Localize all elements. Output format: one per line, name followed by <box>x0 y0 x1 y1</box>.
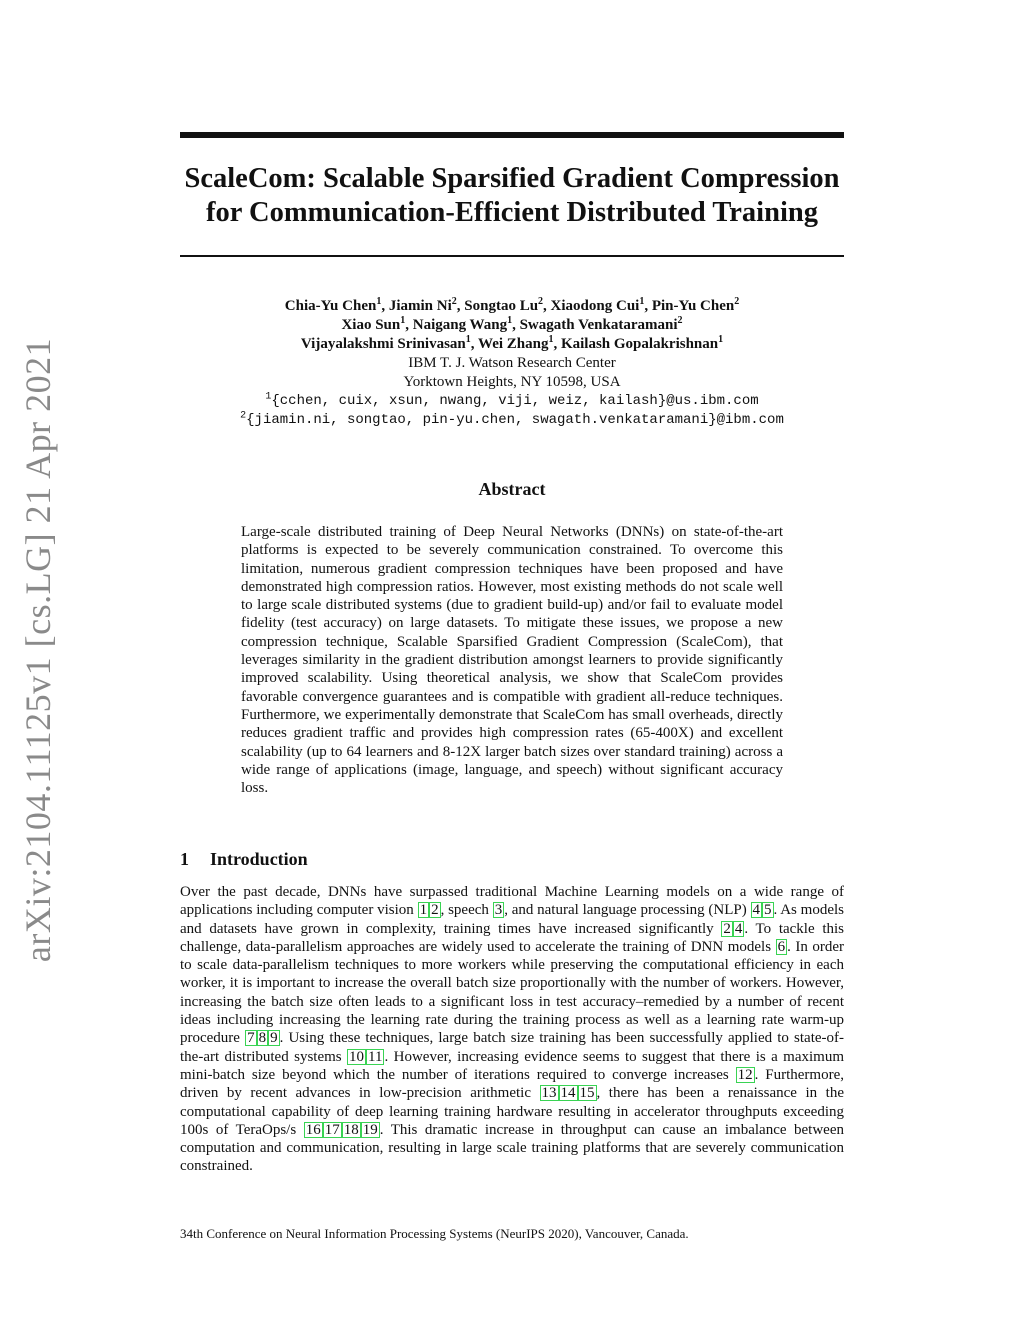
citation-link[interactable]: 17 <box>324 1121 340 1138</box>
affiliation-marker: 1 <box>718 334 724 345</box>
affiliation-marker: 1 <box>400 315 406 326</box>
citation-link[interactable]: 4 <box>752 902 761 919</box>
affiliation-marker: 1 <box>507 315 513 326</box>
author-name: Naigang Wang <box>412 317 508 333</box>
arxiv-identifier-text: arXiv:2104.11125v1 [cs.LG] 21 Apr 2021 <box>18 337 58 963</box>
abstract-heading: Abstract <box>478 479 546 499</box>
citation-link[interactable]: 3 <box>494 902 503 919</box>
affiliation-marker: 1 <box>265 391 272 403</box>
affiliation-marker: 2 <box>240 410 247 422</box>
intro-text-run: , there has been a renaissance in the computational capability of deep learning training hardware resulting in accelerator throughputs exceeding 100s of TeraOps/s <box>180 1085 844 1138</box>
citation-link[interactable]: 11 <box>368 1048 383 1065</box>
affiliation-marker: 2 <box>677 315 683 326</box>
arxiv-identifier <box>8 337 68 963</box>
citation-link[interactable]: 16 <box>305 1121 321 1138</box>
intro-text-run: , speech <box>440 902 493 919</box>
author-line: Xiao Sun$^1$, Naigang Wang$^1$, Swagath Venkataramani$^2$ <box>341 315 683 333</box>
paper-title <box>180 162 844 230</box>
citation-link[interactable]: 2 <box>723 920 731 937</box>
citation-link[interactable]: 19 <box>362 1121 378 1138</box>
affiliation-marker: 1 <box>376 296 382 307</box>
citation-link[interactable]: 4 <box>734 920 743 937</box>
citation-link[interactable]: 6 <box>777 938 786 955</box>
location: Yorktown Heights, NY 10598, USA <box>403 374 621 390</box>
affiliation-marker: 1 <box>465 334 471 345</box>
author-line: Vijayalakshmi Srinivasan$^1$, Wei Zhang$^1$, Kailash Gopalakrishnan$^1$ <box>300 334 724 352</box>
author-name: Wei Zhang <box>478 336 549 352</box>
email-list <box>180 392 844 430</box>
section-heading-introduction <box>180 849 308 870</box>
citation-link[interactable]: 8 <box>258 1030 267 1047</box>
citation-link[interactable]: 12 <box>737 1066 753 1083</box>
author-line: Chia-Yu Chen$^1$, Jiamin Ni$^2$, Songtao Lu$^2$, Xiaodong Cui$^1$, Pin-Yu Chen$^2$ <box>284 296 740 314</box>
author-name: Vijayalakshmi Srinivasan <box>300 336 466 352</box>
section-number: 1 <box>180 849 189 869</box>
title-rule-top <box>180 132 844 138</box>
affiliation-marker: 1 <box>639 296 645 307</box>
intro-text-run: , and natural language processing (NLP) <box>504 902 751 919</box>
citation-link[interactable]: 18 <box>343 1121 359 1138</box>
title-rule-bottom <box>180 255 844 257</box>
author-name: Swagath Venkataramani <box>519 317 678 333</box>
intro-text-run: . Using these techniques, large batch size training has been successfully applied to state-of-the-art distributed systems <box>180 1030 845 1065</box>
intro-text-run: . To tackle this challenge, data-parallelism approaches are widely used to accelerate the training of DNN models <box>180 920 844 955</box>
citation-link[interactable]: 13 <box>541 1085 557 1102</box>
affiliation-marker: 1 <box>548 334 554 345</box>
affiliation-marker: 2 <box>538 296 544 307</box>
title-line-1: ScaleCom: Scalable Sparsified Gradient Compression <box>184 163 840 194</box>
email-text: {jiamin.ni, songtao, pin-yu.chen, swagath.venkataramani}@ibm.com <box>246 412 784 428</box>
citation-link[interactable]: 2 <box>431 902 439 919</box>
author-name: Pin-Yu Chen <box>651 298 735 314</box>
abstract-text: Large-scale distributed training of Deep Neural Networks (DNNs) on state-of-the-art platforms is expected to be severely communication constrained. To overcome this limitation, numerous gradient compression techniques have been proposed and have demonstrated high compression ratios. However, most existing methods do not scale well to large scale distributed systems (due to gradient build-up) and/or fail to evaluate model fidelity (test accuracy) on large datasets. To mitigate these issues, we propose a new compression technique, Scalable Sparsified Gradient Compression (ScaleCom), that leverages similarity in the gradient distribution amongst learners to provide significantly improved scalability. Using theoretical analysis, we show that ScaleCom provides favorable convergence guarantees and is compatible with gradient all-reduce techniques. Furthermore, we experimentally demonstrate that ScaleCom has small overheads, directly reduces gradient traffic and provides high compression rates (65-400X) and excellent scalability (up to 64 learners and 8-12X larger batch sizes over standard training) across a wide range of applications (image, language, and speech) without significant accuracy loss. <box>241 524 783 797</box>
email-line <box>180 411 844 430</box>
intro-text-run: . This dramatic increase in throughput can cause an imbalance between computation and communication, resulting in large scale training platforms that are severely communication constrained. <box>180 1121 844 1175</box>
conference-footer: 34th Conference on Neural Information Processing Systems (NeurIPS 2020), Vancouver, Canada. <box>180 1226 689 1241</box>
author-name: Xiaodong Cui <box>550 298 640 314</box>
affiliation-marker: 2 <box>734 296 740 307</box>
intro-text-run: . Furthermore, driven by recent advances in low-precision arithmetic <box>180 1066 844 1102</box>
affiliation-marker: 2 <box>451 296 457 307</box>
introduction-text <box>180 883 844 1176</box>
author-name: Xiao Sun <box>341 317 401 333</box>
intro-text-run: . As models and datasets have grown in complexity, training times have increased significantly <box>180 902 844 937</box>
title-line-2: for Communication-Efficient Distributed Training <box>206 197 818 228</box>
citation-link[interactable]: 15 <box>579 1085 595 1102</box>
email-text: {cchen, cuix, xsun, nwang, viji, weiz, kailash}@us.ibm.com <box>271 393 759 409</box>
email-line <box>180 392 844 411</box>
citation-link[interactable]: 10 <box>349 1048 365 1065</box>
citation-link[interactable]: 14 <box>560 1085 576 1102</box>
author-name: Jiamin Ni <box>388 298 452 314</box>
citation-link[interactable]: 9 <box>270 1030 278 1047</box>
author-name: Kailash Gopalakrishnan <box>560 336 719 352</box>
intro-text-run: . In order to scale data-parallelism techniques to more workers while preserving the computational efficiency in each worker, it is important to increase the overall batch size proportionally with the number of workers. However, increasing the batch size often leads to a significant loss in test accuracy–remedied by a number of recent ideas including increasing the learning rate during the training process as well as a learning rate warm-up procedure <box>180 938 844 1047</box>
author-list <box>180 297 844 354</box>
intro-text-run: . However, increasing evidence seems to suggest that there is a maximum mini-batch size beyond which the number of iterations required to converge increases <box>180 1048 844 1083</box>
author-name: Songtao Lu <box>464 298 539 314</box>
author-name: Chia-Yu Chen <box>284 298 377 314</box>
institution: IBM T. J. Watson Research Center <box>408 355 616 371</box>
author-block <box>180 297 844 430</box>
citation-link[interactable]: 7 <box>247 1030 255 1047</box>
citation-link[interactable]: 1 <box>419 902 428 919</box>
citation-link[interactable]: 5 <box>764 902 772 919</box>
section-title: Introduction <box>210 849 308 869</box>
intro-text-run: Over the past decade, DNNs have surpassed traditional Machine Learning models on a wide range of applications including computer vision <box>180 884 844 919</box>
